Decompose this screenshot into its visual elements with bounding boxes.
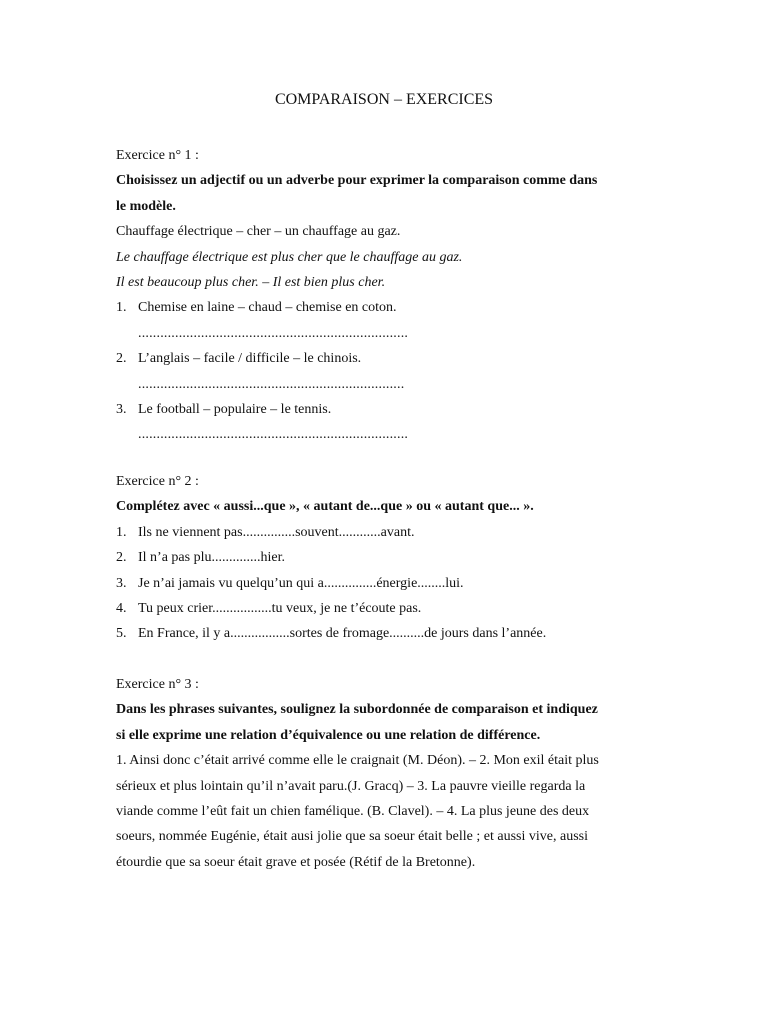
- answer-line[interactable]: .........................................................................: [138, 427, 409, 443]
- exercise-1-heading: Exercice n° 1 :: [116, 148, 199, 163]
- item-text: L’anglais – facile / difficile – le chinois.: [138, 351, 362, 367]
- exercise-2-item: [116, 520, 653, 545]
- page-title: COMPARAISON – EXERCICES: [274, 91, 494, 108]
- item-text: Chemise en laine – chaud – chemise en coton.: [138, 300, 397, 316]
- item-text: Le football – populaire – le tennis.: [138, 402, 332, 418]
- exercise-1-item: [116, 397, 653, 422]
- item-number: 1.: [116, 524, 127, 540]
- exercise-3-body-line: 1. Ainsi donc c’était arrivé comme elle le craignait (M. Déon). – 2. Mon exil était plus: [116, 753, 599, 769]
- item-number: 2.: [116, 351, 127, 367]
- exercise-2-item: [116, 571, 653, 596]
- item-number: 3.: [116, 575, 127, 591]
- exercise-1-instruction-line-1: Choisissez un adjectif ou un adverbe pour exprimer la comparaison comme dans: [116, 173, 598, 189]
- exercise-1-item: [116, 295, 653, 320]
- exercise-1-item: [116, 346, 653, 371]
- exercise-3-instruction-line-1: Dans les phrases suivantes, soulignez la subordonnée de comparaison et indiquez: [116, 702, 598, 718]
- item-text: Je n’ai jamais vu quelqu’un qui a...............énergie........lui.: [138, 575, 464, 591]
- exercise-2-item: [116, 596, 653, 621]
- item-number: 4.: [116, 601, 127, 617]
- item-text: Ils ne viennent pas...............souvent............avant.: [138, 524, 415, 540]
- exercise-1-model-answer: Le chauffage électrique est plus cher que le chauffage au gaz.: [116, 249, 463, 265]
- answer-line[interactable]: .........................................................................: [138, 325, 409, 341]
- exercise-3: [116, 672, 653, 875]
- item-text: Tu peux crier.................tu veux, je ne t’écoute pas.: [138, 601, 422, 617]
- exercise-3-body-line: étourdie que sa soeur était grave et posée (Rétif de la Bretonne).: [116, 854, 476, 870]
- exercise-3-body-line: soeurs, nommée Eugénie, était ausi jolie que sa soeur était belle ; et aussi vive, aussi: [116, 829, 588, 845]
- exercise-3-heading: Exercice n° 3 :: [116, 677, 199, 692]
- exercise-2-instruction: Complétez avec « aussi...que », « autant de...que » ou « autant que... ».: [116, 499, 534, 515]
- exercise-2-item: [116, 545, 653, 570]
- exercise-3-body-line: sérieux et plus lointain qu’il n’avait paru.(J. Gracq) – 3. La pauvre vieille regarda la: [116, 778, 586, 794]
- item-number: 1.: [116, 300, 127, 316]
- answer-line[interactable]: ........................................................................: [138, 376, 405, 392]
- item-text: Il n’a pas plu..............hier.: [138, 550, 285, 566]
- item-number: 5.: [116, 626, 127, 642]
- item-text: En France, il y a.................sortes de fromage..........de jours dans l’année.: [138, 626, 547, 642]
- exercise-2-heading: Exercice n° 2 :: [116, 474, 199, 489]
- exercise-1: [116, 143, 653, 448]
- exercise-2-item: [116, 621, 653, 646]
- exercise-1-model-variant: Il est beaucoup plus cher. – Il est bien plus cher.: [116, 275, 386, 291]
- item-number: 2.: [116, 550, 127, 566]
- exercise-2: [116, 469, 653, 647]
- exercise-1-instruction-line-2: le modèle.: [116, 198, 176, 214]
- item-number: 3.: [116, 402, 127, 418]
- exercise-3-body-line: viande comme l’eût fait un chien famélique. (B. Clavel). – 4. La plus jeune des deux: [116, 804, 590, 820]
- exercise-1-model-prompt: Chauffage électrique – cher – un chauffage au gaz.: [116, 224, 401, 240]
- exercise-3-instruction-line-2: si elle exprime une relation d’équivalence ou une relation de différence.: [116, 727, 541, 743]
